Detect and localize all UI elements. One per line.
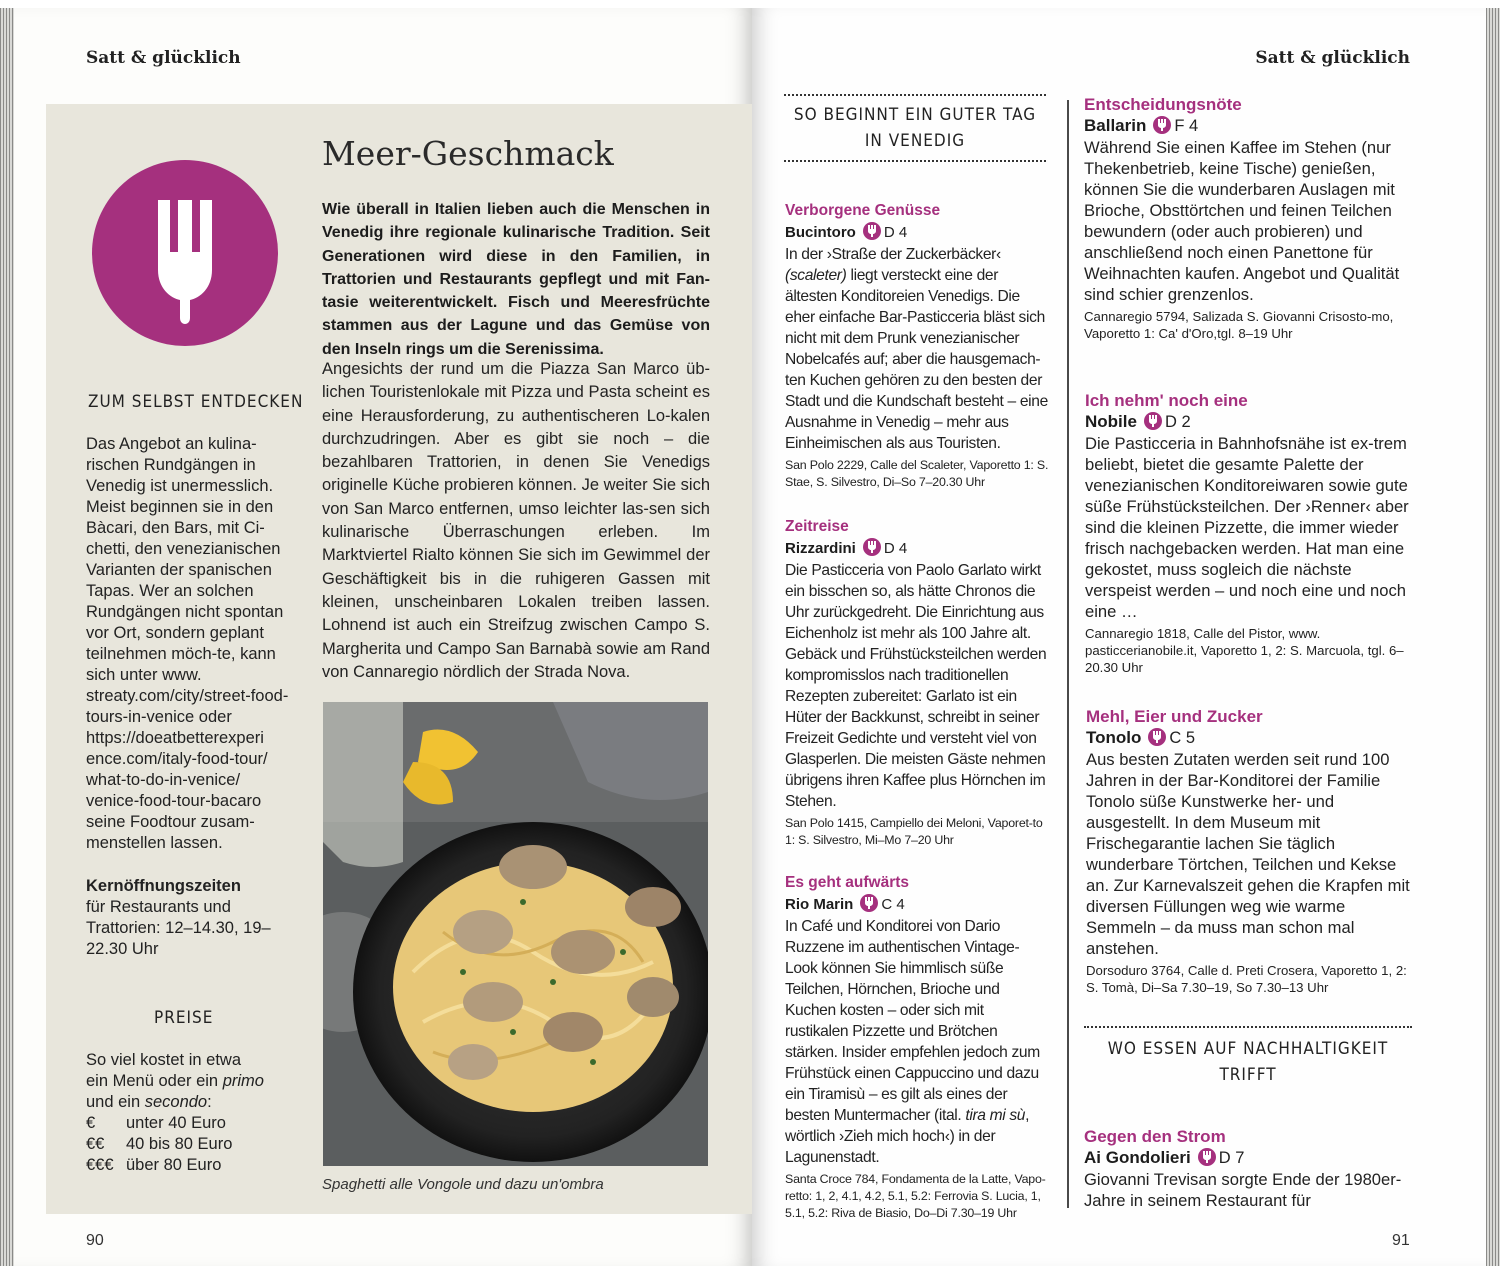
right-page bbox=[752, 8, 1500, 1266]
article-title: Meer-Geschmack bbox=[322, 134, 614, 173]
box-heading-breakfast: SO BEGINNT EIN GUTER TAG IN VENEDIG bbox=[793, 105, 1037, 151]
page-number-left: 90 bbox=[86, 1232, 104, 1249]
prices-intro-line: So viel kostet in etwa bbox=[86, 1051, 241, 1069]
hours-block bbox=[86, 876, 296, 960]
dotted-rule bbox=[784, 160, 1046, 162]
map-pin-icon[interactable] bbox=[1153, 116, 1171, 134]
price-row: €€€ über 80 Euro bbox=[86, 1156, 222, 1174]
page-edge-right bbox=[1486, 8, 1500, 1266]
food-photo bbox=[323, 702, 708, 1166]
fork-icon bbox=[92, 160, 278, 346]
map-pin-icon[interactable] bbox=[863, 538, 881, 556]
prices-block bbox=[86, 1050, 296, 1176]
box-heading-sustainability: WO ESSEN AUF NACHHALTIGKEIT TRIFFT bbox=[1107, 1039, 1389, 1085]
article-lead: Wie überall in Italien lieben auch die Menschen in Venedig ihre regionale kulinarische Tradition. Seit Generationen wird diese in den Familien, in Trattorien und Restaurants gepflegt und mit Fan-tasie weiterentwickelt. Fisch und Meeresfrüchte stammen aus der Lagune und das Gemüse von den Inseln rings um die Serenissima. bbox=[322, 201, 710, 358]
column-rule bbox=[1067, 100, 1069, 1208]
hours-text: für Restaurants und Trattorien: 12–14.30, 19–22.30 Uhr bbox=[86, 898, 271, 958]
map-pin-icon[interactable] bbox=[1148, 728, 1166, 746]
photo-caption: Spaghetti alle Vongole und dazu un'ombra bbox=[322, 1176, 604, 1193]
running-head-left: Satt & glücklich bbox=[86, 48, 241, 68]
price-row: €€ 40 bis 80 Euro bbox=[86, 1135, 233, 1153]
left-page bbox=[0, 8, 752, 1266]
map-pin-icon[interactable] bbox=[863, 222, 881, 240]
prices-heading: PREISE bbox=[154, 1008, 214, 1028]
running-head-right: Satt & glücklich bbox=[1255, 48, 1410, 68]
entry-nobile: Ich nehm' noch eine Nobile D 2 Die Pasticceria in Bahnhofsnähe ist ex-trem beliebt, bietet die gesamte Palette der venezianischen Konditoreiwaren sowie gute süße Frühstücksteilchen. Der ›Renner‹ aber sind die kleinen Pizzette, die immer wieder frisch nachgebacken werden. Hat man eine gekostet, muss sogleich die nächste verspeist werden – und noch eine und noch eine … Cannaregio 1818, Calle del Pistor, www. pasticcerianobile.it, Vaporetto 1, 2: S. Marcuola, tgl. 6–20.30 Uhr bbox=[1085, 391, 1409, 675]
entry-tonolo: Mehl, Eier und Zucker Tonolo C 5 Aus besten Zutaten werden seit rund 100 Jahren in der Bar-Konditorei der Familie Tonolo süße Kunstwerke her- und ausgestellt. In dem Museum mit Frischegarantie lachen Sie täglich wunderbare Törtchen, Teilchen und Kekse an. Zur Karnevalszeit gehen die Krapfen mit diversen Füllungen weg wie warme Semmeln – da muss man schon mal anstehen. Dorsoduro 3764, Calle d. Preti Crosera, Vaporetto 1, 2: S. Tomà, Di–Sa 7.30–19, So 7.30–13 Uhr bbox=[1086, 707, 1410, 995]
prices-intro-line: und ein secondo: bbox=[86, 1093, 212, 1111]
explore-heading: ZUM SELBST ENTDECKEN bbox=[88, 392, 304, 412]
entry-rio-marin: Es geht aufwärts Rio Marin C 4 In Café und Konditorei von Dario Ruzzene im authentischen Vintage-Look können Sie himmlisch süße Teilchen, Hörnchen, Brioche und Kuchen kosten – oder sich mit rustikalen Pizzette und Brötchen stärken. Insider empfehlen jedoch zum Frühstück einen Cappuccino und dazu ein Tiramisù – es gilt als eines der besten Muntermacher (ital. tira mi sù, wörtlich ›Zieh mich hoch‹) in der Lagunenstadt. Santa Croce 784, Fondamenta de la Latte, Vapo-retto: 1, 2, 4.1, 4.2, 5.1, 5.2: Ferrovia S. Lucia, 1, 5.1, 5.2: Riva de Biasio, Do–Di 7.30–19 Uhr bbox=[785, 874, 1046, 1220]
page-number-right: 91 bbox=[1392, 1232, 1410, 1249]
map-pin-icon[interactable] bbox=[860, 894, 878, 912]
explore-text: Das Angebot an kulina-rischen Rundgängen in Venedig ist unermesslich. Meist beginnen sie in den Bàcari, den Bars, mit Ci-chetti, den venezianischen Varianten der spanischen Tapas. Wer an solchen Rundgängen nicht spontan vor Ort, sondern geplant teilnehmen möch-te, kann sich unter www. streaty.com/city/street-food-tours-in-venice oder https://doeatbetterexperi ence.com/italy-food-tour/ what-to-do-in-venice/ venice-food-tour-bacaro seine Foodtour zusam-menstellen lassen. bbox=[86, 435, 289, 852]
price-row: € unter 40 Euro bbox=[86, 1114, 226, 1132]
entry-ballarin: Entscheidungsnöte Ballarin F 4 Während Sie einen Kaffee im Stehen (nur Thekenbetrieb, keine Tische) genießen, können Sie die wunderbaren Auslagen mit Brioche, Obsttörtchen und feinen Teilchen bewundern (oder auch probieren) und anschließend noch einen Panettone für Weihnachten kaufen. Angebot und Qualität sind schier grenzenlos. Cannaregio 5794, Salizada S. Giovanni Crisosto-mo, Vaporetto 1: Ca' d'Oro,tgl. 8–19 Uhr bbox=[1084, 95, 1400, 341]
entry-rizzardini: Zeitreise Rizzardini D 4 Die Pasticceria von Paolo Garlato wirkt ein bisschen so, als hätte Chronos die Uhr zurückgedreht. Die Einrichtung aus Eichenholz ist mehr als 100 Jahre alt. Gebäck und Frühstücksteilchen werden kompromisslos nach traditionellen Rezepten zubereitet: Garlato ist ein Hüter der Backkunst, schreibt in seiner Freizeit Gedichte und versteht viel von Glasperlen. Die meisten Gäste nehmen übrigens ihren Kaffee plus Hörnchen im Stehen. San Polo 1415, Campiello dei Meloni, Vaporet-to 1: S. Silvestro, Mi–Mo 7–20 Uhr bbox=[785, 518, 1047, 847]
map-pin-icon[interactable] bbox=[1144, 412, 1162, 430]
hours-label: Kernöffnungszeiten bbox=[86, 877, 241, 895]
entry-ai-gondolieri: Gegen den Strom Ai Gondolieri D 7 Giovanni Trevisan sorgte Ende der 1980er-Jahre in seinem Restaurant für bbox=[1084, 1127, 1402, 1210]
entry-bucintoro: Verborgene Genüsse Bucintoro D 4 In der ›Straße der Zuckerbäcker‹ (scaleter) liegt versteckt eine der ältesten Konditoreien Venedigs. Die eher einfache Bar-Pasticceria bläst sich nicht mit dem Prunk venezianischer Nobelcafés auf; aber die hausgemach-ten Kuchen gehören zu den besten der Stadt und die Kundschaft besteht – eine Ausnahme in Venedig – mehr aus Einheimischen als aus Touristen. San Polo 2229, Calle del Scaleter, Vaporetto 1: S. Stae, S. Silvestro, Di–So 7–20.30 Uhr bbox=[785, 202, 1049, 489]
article-body: Angesichts der rund um die Piazza San Marco üb-lichen Touristenlokale mit Pizza und Pasta scheint es eine Herausforderung, zu authentischeren Lo-kalen durchzudringen. Aber es gibt sie noch – die bezahlbaren Trattorien, in denen Sie Venedigs originelle Küche probieren können. Je weiter Sie sich von San Marco entfernen, umso leichter las-sen sich kulinarische Überraschungen erleben. Im Marktviertel Rialto können Sie sich im Gewimmel der Geschäftigkeit bis in die ruhigeren Gassen mit kleinen, unscheinbaren Lokalen treiben lassen. Lohnend ist auch ein Streifzug zwischen Campo S. Margherita und Campo San Barnabà sowie am Rand von Cannaregio nördlich der Strada Nova. bbox=[322, 360, 710, 681]
map-pin-icon[interactable] bbox=[1198, 1148, 1216, 1166]
dotted-rule bbox=[1084, 1026, 1412, 1028]
prices-intro-line: ein Menü oder ein primo bbox=[86, 1072, 264, 1090]
page-edge-left bbox=[0, 8, 14, 1266]
dotted-rule bbox=[784, 94, 1046, 96]
